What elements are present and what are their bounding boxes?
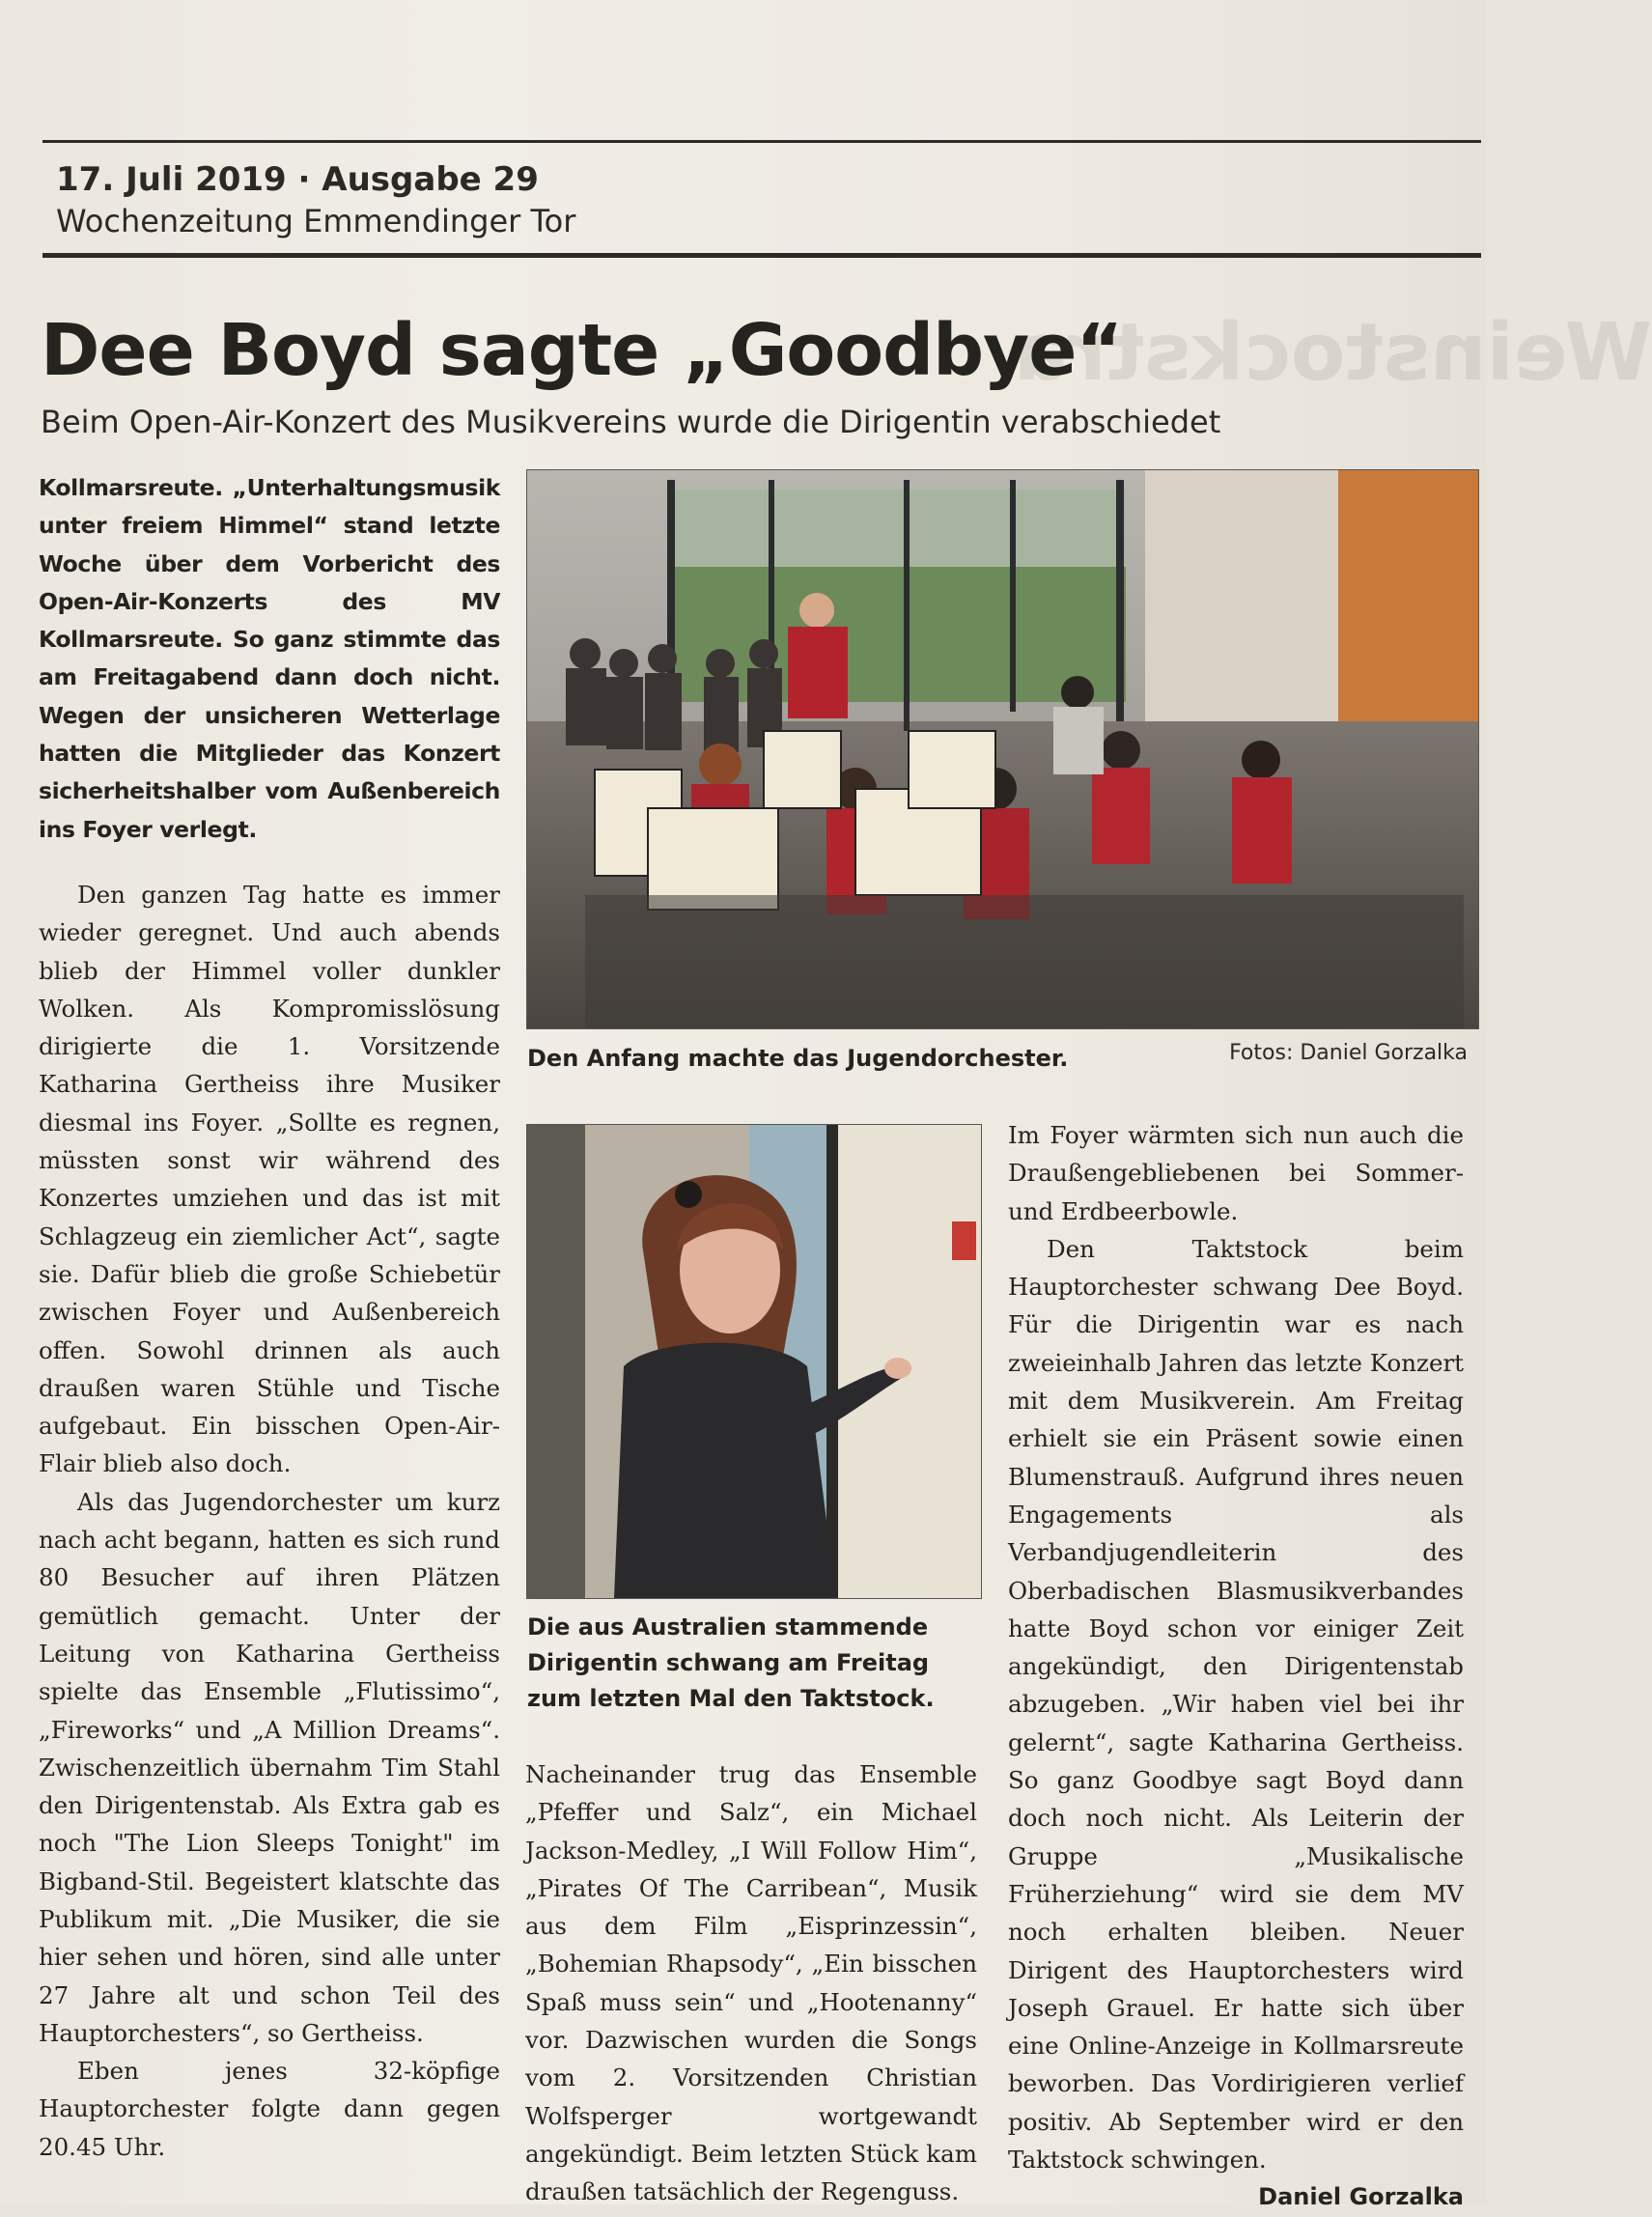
lead-paragraph: Kollmarsreute. „Unterhaltungsmusik unter freiem Himmel“ stand letzte Woche über dem Vorbericht des Open-Air-Konzerts des MV Kollmarsreute. So ganz stimmte das am Freitagabend dann doch nicht. Wegen der unsicheren Wetterlage hatten die Mitglieder das Konzert sicherheitshalber vom Außenbereich ins Foyer verlegt. [39,474,500,843]
photo-jugendorchester [526,469,1479,1029]
photo-credit: Fotos: Daniel Gorzalka [1229,1041,1468,1065]
article-headline: Dee Boyd sagte „Goodbye“ [41,309,1123,392]
bleed-through-text: Weinstockstra [1014,307,1652,399]
issue-line: 17. Juli 2019 · Ausgabe 29 [56,160,539,199]
photo1-caption: Den Anfang machte das Jugendorchester. [527,1045,1069,1072]
orchestra-photo-graphic [527,470,1478,1028]
newspaper-name: Wochenzeitung Emmendinger Tor [56,203,576,239]
text-column-2 [525,1755,977,2211]
photo-dirigentin [526,1124,982,1599]
top-rule [42,140,1481,143]
article-byline: Daniel Gorzalka [1258,2183,1464,2211]
article-subheadline: Beim Open-Air-Konzert des Musikvereins wurde die Dirigentin verabschiedet [41,404,1221,440]
body-paragraph: Als das Jugendorchester um kurz nach acht begann, hatten es sich rund 80 Besucher auf ihren Plätzen gemütlich gemacht. Unter der Leitung von Katharina Gertheiss spielte das Ensemble „Flutissimo“, „Fireworks“ und „A Million Dreams“. Zwischenzeitlich übernahm Tim Stahl den Dirigentenstab. Als Extra gab es noch "The Lion Sleeps Tonight" im Bigband-Stil. Begeistert klatschte das Publikum mit. „Die Musiker, die sie hier sehen und hören, sind alle unter 27 Jahre alt und schon Teil des Hauptorchesters“, so Gertheiss. [39,1487,500,2047]
text-column-1 [39,469,500,2166]
text-column-3 [1008,1116,1464,2217]
body-paragraph: Eben jenes 32-köpfige Hauptorchester folgte dann gegen 20.45 Uhr. [39,2057,500,2161]
body-paragraph: Im Foyer wärmten sich nun auch die Draußengebliebenen bei Sommer- und Erdbeerbowle. [1008,1121,1464,1225]
masthead-rule [42,253,1481,258]
conductor-photo-graphic [527,1125,981,1598]
photo2-caption: Die aus Australien stammende Dirigentin schwang am Freitag zum letzten Mal den Taktstock. [527,1614,935,1712]
body-paragraph: Nacheinander trug das Ensemble „Pfeffer und Salz“, ein Michael Jackson-Medley, „I Will Follow Him“, „Pirates Of The Carribean“, Musik aus dem Film „Eisprinzessin“, „Bohemian Rhapsody“, „Ein bisschen Spaß muss sein“ und „Hootenanny“ vor. Dazwischen wurden die Songs vom 2. Vorsitzenden Christian Wolfsperger wortgewandt angekündigt. Beim letzten Stück kam draußen tatsächlich der Regenguss. [525,1760,977,2206]
body-paragraph: Den ganzen Tag hatte es immer wieder geregnet. Und auch abends blieb der Himmel voller dunkler Wolken. Als Kompromisslösung dirigierte die 1. Vorsitzende Katharina Gertheiss ihre Musiker diesmal ins Foyer. „Sollte es regnen, müssten sonst wir während des Konzertes umziehen und das ist mit Schlagzeug ein ziemlicher Act“, sagte sie. Dafür blieb die große Schiebetür zwischen Foyer und Außenbereich offen. Sowohl drinnen als auch draußen waren Stühle und Tische aufgebaut. Ein bisschen Open-Air-Flair blieb also doch. [39,880,500,1478]
body-paragraph: Den Taktstock beim Hauptorchester schwang Dee Boyd. Für die Dirigentin war es nach zweieinhalb Jahren das letzte Konzert mit dem Musikverein. Am Freitag erhielt sie ein Präsent sowie einen Blumenstrauß. Aufgrund ihres neuen Engagements als Verbandjugendleiterin des Oberbadischen Blasmusikverbandes hatte Boyd schon vor einiger Zeit angekündigt, den Dirigentenstab abzugeben. „Wir haben viel bei ihr gelernt“, sagte Katharina Gertheiss. So ganz Goodbye sagt Boyd dann doch noch nicht. Als Leiterin der Gruppe „Musikalische Früherziehung“ wird sie dem MV noch erhalten bleiben. Neuer Dirigent des Hauptorchesters wird Joseph Grauel. Er hatte sich über eine Online-Anzeige in Kollmarsreute beworben. Das Vordirigieren verlief positiv. Ab September wird er den Taktstock schwingen. [1008,1234,1464,2175]
